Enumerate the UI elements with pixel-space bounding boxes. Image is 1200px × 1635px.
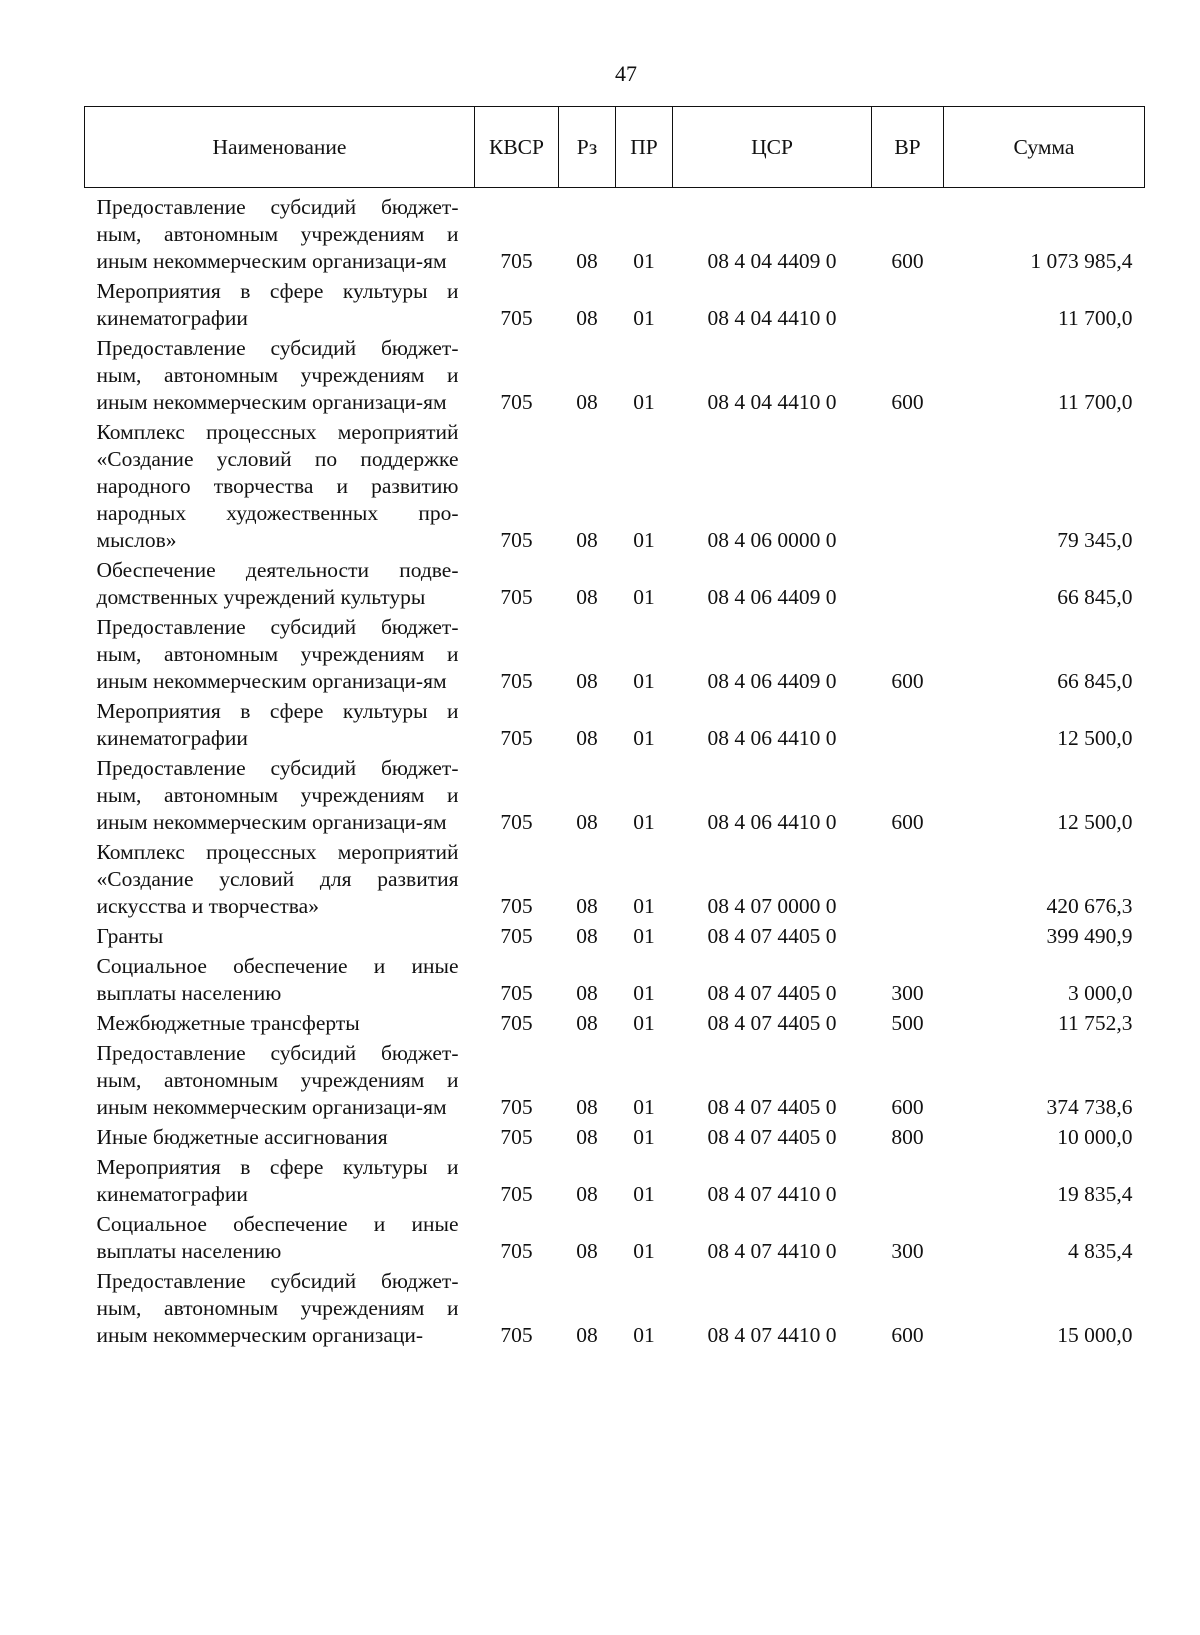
cell-rz: 08 [576,810,598,834]
header-csr: ЦСР [673,107,872,188]
table-body [85,188,1145,1353]
cell-pr: 01 [633,1095,655,1119]
cell-vr [872,923,944,953]
cell-pr: 01 [633,1323,655,1347]
table-row [85,1268,1145,1352]
cell-name: Социальное обеспечение и иные выплаты населению [96,1212,459,1263]
cell-rz: 08 [576,1095,598,1119]
cell-sum: 12 500,0 [1057,726,1133,750]
cell-pr: 01 [633,1182,655,1206]
cell-name: Предоставление субсидий бюджет-ным, автономным учреждениям и иным некоммерческим организаци- [96,1269,459,1347]
cell-sum: 15 000,0 [1057,1323,1133,1347]
cell-pr: 01 [633,924,655,948]
cell-sum: 1 073 985,4 [1030,249,1133,273]
cell-pr: 01 [633,810,655,834]
cell-csr: 08 4 07 4410 0 [707,1323,837,1347]
cell-rz: 08 [576,1182,598,1206]
cell-csr: 08 4 04 4410 0 [707,390,837,414]
cell-rz: 08 [576,669,598,693]
cell-sum: 420 676,3 [1046,894,1133,918]
cell-sum: 66 845,0 [1057,669,1133,693]
cell-rz: 08 [576,249,598,273]
cell-pr: 01 [633,1011,655,1035]
cell-vr: 600 [891,390,924,414]
cell-rz: 08 [576,981,598,1005]
cell-rz: 08 [576,1323,598,1347]
cell-name: Предоставление субсидий бюджет-ным, автономным учреждениям и иным некоммерческим организаци-ям [96,336,459,414]
table-row [85,614,1145,698]
table-row [85,1154,1145,1211]
cell-vr: 500 [891,1011,924,1035]
page-number: 47 [615,61,637,86]
cell-csr: 08 4 07 4405 0 [707,1011,837,1035]
cell-csr: 08 4 07 4405 0 [707,924,837,948]
cell-csr: 08 4 06 0000 0 [707,528,837,552]
cell-kvsr: 705 [500,249,533,273]
header-kvsr: КВСР [475,107,559,188]
cell-vr [872,698,944,755]
cell-kvsr: 705 [500,981,533,1005]
cell-vr: 300 [891,1239,924,1263]
cell-name: Предоставление субсидий бюджет-ным, автономным учреждениям и иным некоммерческим организаци-ям [96,615,459,693]
cell-vr [872,419,944,557]
cell-name: Предоставление субсидий бюджет-ным, автономным учреждениям и иным некоммерческим организаци-ям [96,1041,459,1119]
cell-kvsr: 705 [500,726,533,750]
cell-kvsr: 705 [500,528,533,552]
cell-pr: 01 [633,390,655,414]
cell-name: Мероприятия в сфере культуры и кинематографии [96,699,459,750]
cell-sum: 19 835,4 [1057,1182,1133,1206]
cell-sum: 79 345,0 [1057,528,1133,552]
cell-vr: 600 [891,1323,924,1347]
cell-sum: 10 000,0 [1057,1125,1133,1149]
cell-rz: 08 [576,390,598,414]
cell-kvsr: 705 [500,585,533,609]
cell-vr: 600 [891,669,924,693]
cell-name: Мероприятия в сфере культуры и кинематографии [96,1155,459,1206]
cell-name: Комплекс процессных мероприятий «Создание условий по поддержке народного творчества и развитию народных художественных про-мыслов» [96,420,459,552]
cell-pr: 01 [633,1125,655,1149]
cell-kvsr: 705 [500,894,533,918]
budget-table [84,106,1145,1352]
table-header [85,107,1145,188]
cell-sum: 12 500,0 [1057,810,1133,834]
cell-kvsr: 705 [500,1125,533,1149]
header-vr: ВР [872,107,944,188]
cell-kvsr: 705 [500,1182,533,1206]
cell-name: Предоставление субсидий бюджет-ным, автономным учреждениям и иным некоммерческим организаци-ям [96,756,459,834]
table-row [85,1124,1145,1154]
header-sum: Сумма [944,107,1145,188]
cell-rz: 08 [576,528,598,552]
cell-pr: 01 [633,981,655,1005]
cell-pr: 01 [633,1239,655,1263]
table-row [85,557,1145,614]
table-row [85,923,1145,953]
table-row [85,755,1145,839]
table-row [85,839,1145,923]
cell-name: Социальное обеспечение и иные выплаты населению [96,954,459,1005]
cell-csr: 08 4 07 0000 0 [707,894,837,918]
cell-kvsr: 705 [500,924,533,948]
cell-pr: 01 [633,726,655,750]
cell-kvsr: 705 [500,810,533,834]
cell-name: Комплекс процессных мероприятий «Создание условий для развития искусства и творчества» [96,840,459,918]
cell-sum: 11 700,0 [1058,306,1133,330]
cell-sum: 4 835,4 [1068,1239,1133,1263]
cell-name: Мероприятия в сфере культуры и кинематографии [96,279,459,330]
cell-name: Предоставление субсидий бюджет-ным, автономным учреждениям и иным некоммерческим организаци-ям [96,195,459,273]
cell-sum: 66 845,0 [1057,585,1133,609]
table-row [85,188,1145,279]
cell-vr: 800 [891,1125,924,1149]
cell-sum: 3 000,0 [1068,981,1133,1005]
cell-csr: 08 4 06 4409 0 [707,669,837,693]
cell-sum: 11 752,3 [1058,1011,1133,1035]
table-row [85,1010,1145,1040]
cell-vr [872,557,944,614]
cell-kvsr: 705 [500,1323,533,1347]
cell-kvsr: 705 [500,669,533,693]
cell-csr: 08 4 07 4405 0 [707,1125,837,1149]
cell-rz: 08 [576,585,598,609]
cell-rz: 08 [576,726,598,750]
cell-sum: 11 700,0 [1058,390,1133,414]
cell-vr [872,1154,944,1211]
cell-csr: 08 4 07 4405 0 [707,981,837,1005]
table-row [85,278,1145,335]
cell-csr: 08 4 04 4410 0 [707,306,837,330]
cell-rz: 08 [576,1239,598,1263]
header-name: Наименование [85,107,475,188]
cell-vr: 300 [891,981,924,1005]
cell-csr: 08 4 07 4405 0 [707,1095,837,1119]
cell-name: Иные бюджетные ассигнования [96,1125,388,1149]
cell-name: Гранты [96,924,164,948]
cell-kvsr: 705 [500,1095,533,1119]
cell-csr: 08 4 06 4410 0 [707,810,837,834]
cell-csr: 08 4 06 4409 0 [707,585,837,609]
cell-rz: 08 [576,924,598,948]
cell-kvsr: 705 [500,1011,533,1035]
header-pr: ПР [616,107,673,188]
cell-csr: 08 4 07 4410 0 [707,1182,837,1206]
cell-name: Обеспечение деятельности подве-домственных учреждений культуры [96,558,459,609]
cell-pr: 01 [633,585,655,609]
cell-rz: 08 [576,1125,598,1149]
cell-vr: 600 [891,249,924,273]
cell-kvsr: 705 [500,390,533,414]
table-row [85,1211,1145,1268]
cell-pr: 01 [633,669,655,693]
table-row [85,1040,1145,1124]
cell-pr: 01 [633,249,655,273]
cell-sum: 399 490,9 [1046,924,1133,948]
header-rz: Рз [559,107,616,188]
cell-vr [872,839,944,923]
cell-pr: 01 [633,528,655,552]
cell-csr: 08 4 06 4410 0 [707,726,837,750]
cell-kvsr: 705 [500,1239,533,1263]
table-row [85,698,1145,755]
cell-rz: 08 [576,1011,598,1035]
table-row [85,953,1145,1010]
cell-name: Межбюджетные трансферты [96,1011,360,1035]
cell-csr: 08 4 04 4409 0 [707,249,837,273]
cell-vr: 600 [891,1095,924,1119]
cell-sum: 374 738,6 [1046,1095,1133,1119]
cell-vr: 600 [891,810,924,834]
cell-vr [872,278,944,335]
cell-rz: 08 [576,894,598,918]
cell-pr: 01 [633,894,655,918]
cell-kvsr: 705 [500,306,533,330]
table-row [85,335,1145,419]
cell-pr: 01 [633,306,655,330]
cell-rz: 08 [576,306,598,330]
table-row [85,419,1145,557]
cell-csr: 08 4 07 4410 0 [707,1239,837,1263]
